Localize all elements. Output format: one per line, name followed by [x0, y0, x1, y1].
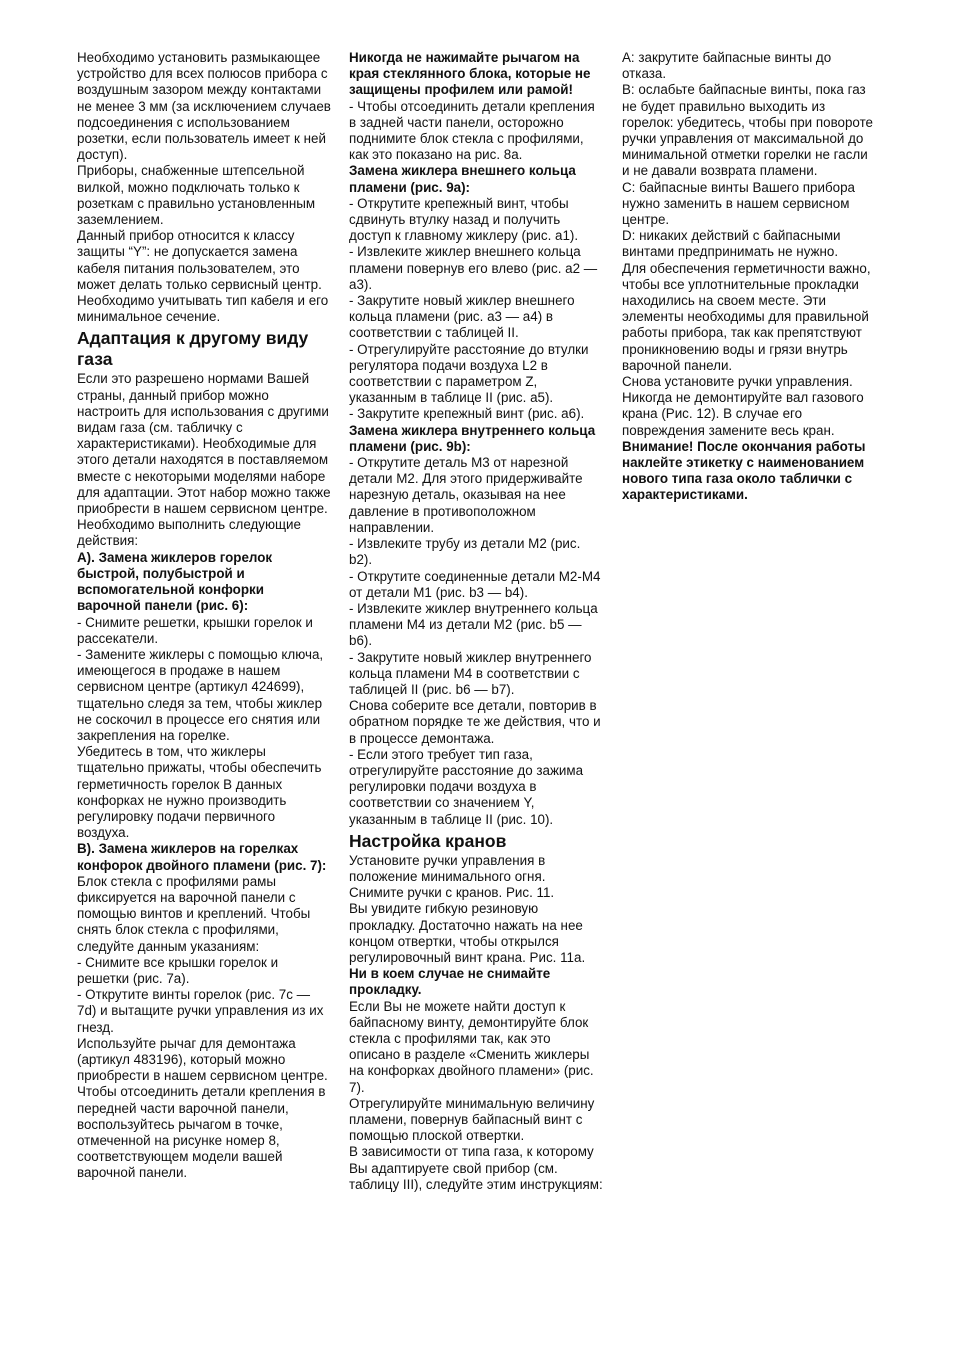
paragraph: - Отрегулируйте расстояние до втулки регулятора подачи воздуха L2 в соответствии с параметром Z, указанным в таблице II (рис. а5).	[349, 341, 589, 406]
paragraph: Приборы, снабженные штепсельной вилкой, можно подключать только к розеткам с правильно установленным заземлением.	[77, 163, 316, 228]
warning-text: Никогда не нажимайте рычагом на края стеклянного блока, которые не защищены профилем или рамой!	[349, 50, 591, 98]
paragraph: - Извлеките жиклер внешнего кольца пламени повернув его влево (рис. а2 — а3).	[349, 244, 598, 292]
paragraph: - Снимите решетки, крышки горелок и рассекатели.	[77, 614, 313, 646]
paragraph: А: закрутите байпасные винты до отказа.	[622, 50, 832, 82]
paragraph: В зависимости от типа газа, к которому Вы адаптируете свой прибор (см. таблицу III), следуйте этим инструкциям:	[349, 1144, 603, 1192]
paragraph: Снова соберите все детали, повторив в обратном порядке те же действия, что и в процессе демонтажа.	[349, 698, 601, 746]
paragraph: В: ослабьте байпасные винты, пока газ не будет правильно выходить из горелок: убедитесь, чтобы при повороте ручки управления от максимальной до минимальной отметки горелки не гасли и не давали возврата пламени.	[622, 82, 874, 179]
subheading-b: В). Замена жиклеров на горелках конфорок двойного пламени (рис. 7):	[77, 841, 327, 873]
paragraph: - Чтобы отсоединить детали крепления в задней части панели, осторожно поднимите блок стекла с профилями, как это показано на рис. 8а.	[349, 98, 595, 163]
paragraph: - Закрутите новый жиклер внешнего кольца пламени (рис. а3 — а4) в соответствии с таблицей II.	[349, 293, 575, 341]
subheading-a: А). Замена жиклеров горелок быстрой, полубыстрой и вспомогательной конфорки варочной панели (рис. 6):	[77, 549, 273, 614]
paragraph: Если это разрешено нормами Вашей страны, данный прибор можно настроить для использования с другими видам газа (см. табличку с характеристиками). Необходимые для этого детали находятся в поставляемом вместе с некоторыми моделями наборе для адаптации. Этот набор можно также приобрести в нашем сервисном центре.	[77, 371, 331, 517]
paragraph: Никогда не демонтируйте вал газового крана (Рис. 12). В случае его повреждения замените весь кран.	[622, 390, 864, 438]
paragraph: - Снимите все крышки горелок и решетки (рис. 7а).	[77, 954, 279, 986]
paragraph: Снимите ручки с кранов. Рис. 11.	[349, 885, 555, 901]
paragraph: Используйте рычаг для демонтажа (артикул 483196), который можно приобрести в нашем сервисном центре. Чтобы отсоединить детали крепления в передней части варочной панели, воспользуйтесь рычагом в точке, отмеченной на рисунке номер 8, соответствующем модели вашей варочной панели.	[77, 1035, 328, 1181]
paragraph: Установите ручки управления в положение минимального огня.	[349, 852, 546, 884]
paragraph: Для обеспечения герметичности важно, чтобы все уплотнительные прокладки находились на своем месте. Эти элементы необходимы для правильной работы прибора, так как препятствуют проникновению воды и грязи внутрь варочной панели.	[622, 260, 871, 373]
paragraph: Убедитесь в том, что жиклеры тщательно прижаты, чтобы обеспечить герметичность горелок В данных конфорках не нужно производить регулировку подачи первичного воздуха.	[77, 744, 322, 841]
column-right	[622, 50, 878, 504]
section-heading-tap-adjustment: Настройка кранов	[349, 830, 507, 851]
paragraph: Снова установите ручки управления.	[622, 374, 853, 390]
paragraph: - Если этого требует тип газа, отрегулируйте расстояние до зажима регулировки подачи воздуха в соответствии со значением Y, указанным в таблице II (рис. 10).	[349, 746, 584, 827]
paragraph: - Замените жиклеры с помощью ключа, имеющегося в продаже в нашем сервисном центре (артикул 424699), тщательно следя за тем, чтобы жиклер не соскочил в процессе его снятия или закрепления на горелке.	[77, 646, 324, 743]
paragraph: Блок стекла с профилями рамы фиксируется на варочной панели с помощью винтов и креплений. Чтобы снять блок стекла с профилями, следуйте данным указаниям:	[77, 873, 311, 954]
column-left	[77, 50, 331, 1182]
paragraph: С: байпасные винты Вашего прибора нужно заменить в нашем сервисном центре.	[622, 179, 855, 228]
paragraph: - Открутите крепежный винт, чтобы сдвинуть втулку назад и получить доступ к главному жиклеру (рис. а1).	[349, 195, 579, 244]
paragraph: Если Вы не можете найти доступ к байпасному винту, демонтируйте блок стекла с профилями так, как это описано в разделе «Сменить жиклеры на конфорках двойного пламени» (рис. 7).	[349, 998, 594, 1095]
section-heading-gas-adaptation: Адаптация к другому виду газа	[77, 328, 309, 370]
paragraph: Данный прибор относится к классу защиты “Y”: не допускается замена кабеля питания пользователем, это может делать только сервисный центр. Необходимо учитывать тип кабеля и его минимальное сечение.	[77, 228, 329, 325]
subheading-inner-ring: Замена жиклера внутреннего кольца пламени (рис. 9b):	[349, 422, 596, 454]
paragraph: D: никаких действий с байпасными винтами предпринимать не нужно.	[622, 228, 841, 260]
paragraph: - Закрутите новый жиклер внутреннего кольца пламени М4 в соответствии с таблицей II (рис. b6 — b7).	[349, 649, 592, 697]
warning-text: Ни в коем случае не снимайте прокладку.	[349, 966, 551, 998]
paragraph: - Открутите винты горелок (рис. 7с — 7d) и вытащите ручки управления из их гнезд.	[77, 987, 324, 1035]
paragraph: Вы увидите гибкую резиновую прокладку. Достаточно нажать на нее концом отвертки, чтобы открылся регулировочный винт крана. Рис. 11а.	[349, 901, 586, 965]
warning-text: Внимание! После окончания работы наклейте этикетку с наименованием нового типа газа около таблички с характеристиками.	[622, 438, 866, 503]
paragraph: Необходимо выполнить следующие действия:	[77, 517, 301, 549]
paragraph: Отрегулируйте минимальную величину пламени, повернув байпасный винт с помощью плоской отвертки.	[349, 1095, 595, 1144]
paragraph: - Извлеките жиклер внутреннего кольца пламени М4 из детали М2 (рис. b5 — b6).	[349, 600, 598, 649]
paragraph: - Открутите деталь М3 от нарезной детали М2. Для этого придерживайте нарезную деталь, оказывая на нее давление в противоположном направлении.	[349, 455, 583, 535]
subheading-outer-ring: Замена жиклера внешнего кольца пламени (рис. 9а):	[349, 163, 576, 195]
paragraph: - Извлеките трубу из детали М2 (рис. b2).	[349, 536, 581, 568]
column-middle	[349, 50, 605, 1193]
paragraph: Необходимо установить размыкающее устройство для всех полюсов прибора с воздушным зазором между контактами не менее 3 мм (за исключением случаев подсоединения с использованием розетки, если пользователь имеет к ней доступ).	[77, 50, 331, 163]
paragraph: - Открутите соединенные детали М2-М4 от детали М1 (рис. b3 — b4).	[349, 568, 601, 600]
paragraph: - Закрутите крепежный винт (рис. а6).	[349, 406, 585, 422]
